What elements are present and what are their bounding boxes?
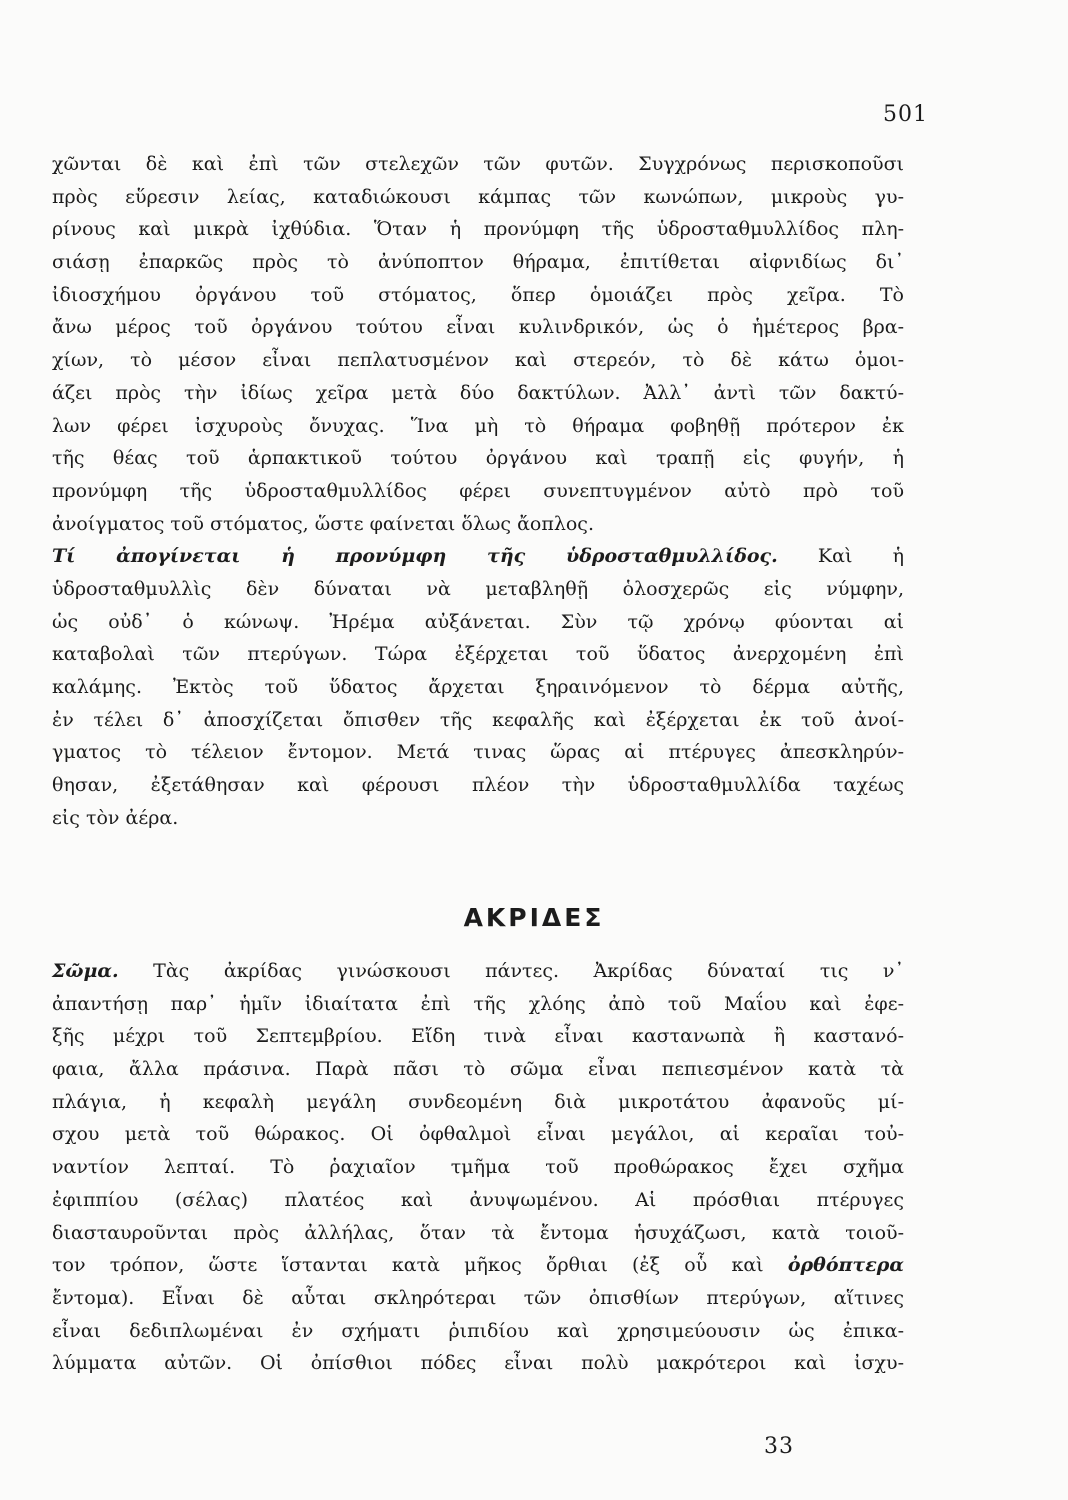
text-line: ἰδιοσχήμου ὀργάνου τοῦ στόματος, ὅπερ ὁμοιάζει πρὸς χεῖρα. Τὸ [52,283,904,306]
text-line: πλάγια, ἡ κεφαλὴ μεγάλη συνδεομένη διὰ μικροτάτου ἀφανοῦς μί- [52,1090,904,1113]
text-line: γματος τὸ τέλειον ἔντομον. Μετά τινας ὥρας αἱ πτέρυγες ἀπεσκληρύν- [52,741,904,764]
text-line: ὑδροσταθμυλλὶς δὲν δύναται νὰ μεταβληθῇ ὁλοσχερῶς εἰς νύμφην, [52,577,904,600]
text-line: φαια, ἄλλα πράσινα. Παρὰ πᾶσι τὸ σῶμα εἶναι πεπιεσμένον κατὰ τὰ [52,1058,904,1081]
text-line: τῆς θέας τοῦ ἁρπακτικοῦ τούτου ὀργάνου καὶ τραπῇ εἰς φυγήν, ἡ [52,447,904,470]
lead-line [52,955,904,988]
subheading-line [52,540,904,573]
text-line: προνύμφη τῆς ὑδροσταθμυλλίδος φέρει συνεπτυγμένον αὐτὸ πρὸ τοῦ [52,479,904,502]
text-fragment: Καὶ ἡ [777,545,904,568]
text-line: ρίνους καὶ μικρὰ ἰχθύδια. Ὅταν ἡ προνύμφη τῆς ὑδροσταθμυλλίδος πλη- [52,218,904,241]
text-line: άζει πρὸς τὴν ἰδίως χεῖρα μετὰ δύο δακτύλων. Ἀλλ᾽ ἀντὶ τῶν δακτύ- [52,381,904,404]
text-line: εἰς τὸν ἀέρα. [52,806,179,829]
text-line: πρὸς εὕρεσιν λείας, καταδιώκουσι κάμπας τῶν κωνώπων, μικροὺς γυ- [52,185,904,208]
text-line: λύμματα αὐτῶν. Οἱ ὀπίσθιοι πόδες εἶναι πολὺ μακρότεροι καὶ ἰσχυ- [52,1352,904,1375]
subheading-inline: Τί ἀπογίνεται ἡ προνύμφη τῆς ὑδροσταθμυλλίδος. [52,545,778,568]
text-line: σχου μετὰ τοῦ θώρακος. Οἱ ὀφθαλμοὶ εἶναι μεγάλοι, αἱ κεραῖαι τοὐ- [52,1123,904,1146]
text-fragment: τον τρόπον, ὥστε ἵστανται κατὰ μῆκος ὄρθιαι (ἐξ οὗ καὶ [52,1254,788,1277]
text-line: καταβολαὶ τῶν πτερύγων. Τώρα ἐξέρχεται τοῦ ὕδατος ἀνερχομένη ἐπὶ [52,643,904,666]
text-line: ἔντομα). Εἶναι δὲ αὗται σκληρότεραι τῶν ὀπισθίων πτερύγων, αἵτινες [52,1286,904,1309]
body-text-section-1 [52,148,904,834]
section-title: ΑΚΡΙΔΕΣ [463,903,605,932]
page-number: 501 [883,102,928,127]
text-line: ἀπαντήσῃ παρ᾽ ἡμῖν ἰδιαίτατα ἐπὶ τῆς χλόης ἀπὸ τοῦ Μαΐου καὶ ἐφε- [52,992,904,1015]
text-line: χίων, τὸ μέσον εἶναι πεπλατυσμένον καὶ στερεόν, τὸ δὲ κάτω ὁμοι- [52,349,904,372]
text-line: διασταυροῦνται πρὸς ἀλλήλας, ὅταν τὰ ἔντομα ἡσυχάζωσι, κατὰ τοιοῦ- [52,1221,904,1244]
text-line: χῶνται δὲ καὶ ἐπὶ τῶν στελεχῶν τῶν φυτῶν. Συγχρόνως περισκοποῦσι [52,153,904,175]
body-text-section-2 [52,955,904,1380]
text-line: εἶναι δεδιπλωμέναι ἐν σχήματι ῥιπιδίου καὶ χρησιμεύουσιν ὡς ἐπικα- [52,1319,904,1342]
text-line: ἄνω μέρος τοῦ ὀργάνου τούτου εἶναι κυλινδρικόν, ὡς ὁ ἡμέτερος βρα- [52,316,904,339]
text-line: ξῆς μέχρι τοῦ Σεπτεμβρίου. Εἴδη τινὰ εἶναι καστανωπὰ ἢ καστανό- [52,1025,904,1048]
emphasized-term: ὀρθόπτερα [787,1254,904,1277]
text-line: ναντίον λεπταί. Τὸ ῥαχιαῖον τμῆμα τοῦ προθώρακος ἔχει σχῆμα [52,1156,904,1179]
signature-mark: 33 [764,1434,794,1459]
text-line: λων φέρει ἰσχυροὺς ὄνυχας. Ἵνα μὴ τὸ θήραμα φοβηθῇ πρότερον ἐκ [52,414,904,437]
text-line: ἐν τέλει δ᾽ ἀποσχίζεται ὄπισθεν τῆς κεφαλῆς καὶ ἐξέρχεται ἐκ τοῦ ἀνοί- [52,708,904,731]
text-line: ὡς οὐδ᾽ ὁ κώνωψ. Ἠρέμα αὐξάνεται. Σὺν τῷ χρόνῳ φύονται αἱ [52,610,904,633]
text-line: σιάσῃ ἐπαρκῶς πρὸς τὸ ἀνύποπτον θήραμα, ἐπιτίθεται αἰφνιδίως δι᾽ [52,251,904,274]
text-line: θησαν, ἐξετάθησαν καὶ φέρουσι πλέον τὴν ὑδροσταθμυλλίδα ταχέως [52,774,904,797]
text-line: καλάμης. Ἐκτὸς τοῦ ὕδατος ἄρχεται ξηραινόμενον τὸ δέρμα αὐτῆς, [52,676,904,698]
text-line: ἐφιππίου (σέλας) πλατέος καὶ ἀνυψωμένου. Αἱ πρόσθιαι πτέρυγες [52,1188,904,1211]
lead-term: Σῶμα. [52,960,119,982]
term-line [52,1249,904,1282]
text-fragment: Τὰς ἀκρίδας γινώσκουσι πάντες. Ἀκρίδας δύναταί τις ν᾽ [118,960,904,982]
text-line: ἀνοίγματος τοῦ στόματος, ὥστε φαίνεται ὅλως ἄοπλος. [52,512,594,535]
